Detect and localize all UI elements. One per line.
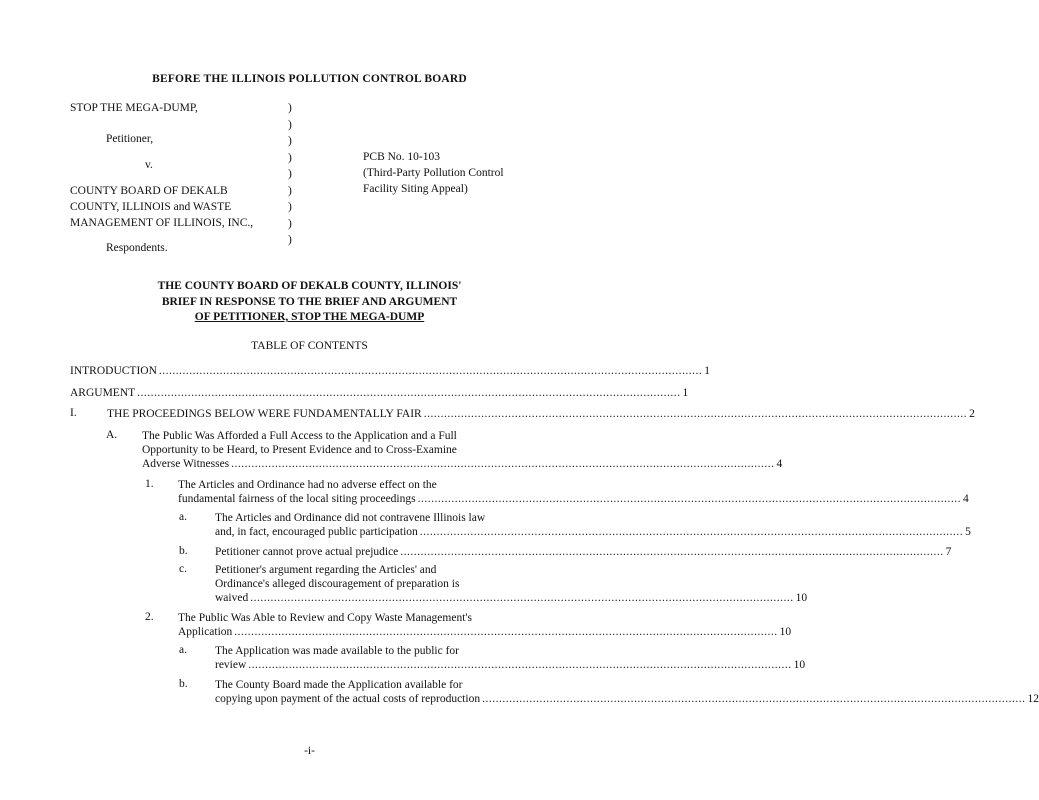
- toc-label: 2.: [145, 611, 154, 623]
- paren: ): [288, 217, 292, 230]
- toc-label: b.: [179, 678, 188, 690]
- toc-label: I.: [70, 407, 77, 419]
- toc-entry-text: fundamental fairness of the local siting proceedings: [178, 493, 416, 505]
- paren: ): [288, 102, 292, 114]
- toc-entry-text: copying upon payment of the actual costs of reproduction: [215, 693, 481, 705]
- toc-label: a.: [179, 511, 187, 523]
- toc-entry-line: Petitioner's argument regarding the Articles' and: [215, 564, 437, 576]
- case-type-line-1: (Third-Party Pollution Control: [363, 167, 504, 179]
- toc-heading: TABLE OF CONTENTS: [251, 340, 368, 352]
- toc-entry-text: Petitioner cannot prove actual prejudice: [215, 546, 399, 558]
- toc-entry-section-1a1b[interactable]: Petitioner cannot prove actual prejudice ................................................................................................................................................................. 7: [215, 546, 952, 558]
- respondent-line-3: MANAGEMENT OF ILLINOIS, INC.,: [70, 217, 254, 229]
- versus: v.: [145, 159, 153, 171]
- toc-entry-section-1a1a[interactable]: and, in fact, encouraged public participation ................................................................................................................................................................. 5: [215, 526, 971, 538]
- toc-label: a.: [179, 644, 187, 656]
- toc-entry-section-1a1c[interactable]: waived ................................................................................................................................................................. 10: [215, 592, 808, 604]
- toc-label: c.: [179, 563, 187, 575]
- page-number: -i-: [304, 745, 315, 757]
- respondent-line-1: COUNTY BOARD OF DEKALB: [70, 185, 228, 197]
- toc-label: b.: [179, 545, 188, 557]
- court-heading: BEFORE THE ILLINOIS POLLUTION CONTROL BOARD: [152, 73, 467, 85]
- toc-entry-introduction[interactable]: INTRODUCTION ................................................................................................................................................................. 1: [70, 365, 711, 377]
- toc-page-number: 1: [704, 365, 711, 377]
- toc-entry-line: The Articles and Ordinance had no adverse effect on the: [178, 479, 437, 491]
- toc-entry-argument[interactable]: ARGUMENT ................................................................................................................................................................. 1: [70, 387, 689, 399]
- toc-entry-line: The Public Was Afforded a Full Access to the Application and a Full: [142, 430, 457, 442]
- toc-page-number: 5: [965, 526, 971, 538]
- toc-page-number: 2: [969, 408, 975, 420]
- toc-page-number: 10: [779, 626, 792, 638]
- toc-page-number: 10: [793, 659, 806, 671]
- case-number: PCB No. 10-103: [363, 151, 440, 163]
- toc-entry-section-1a2b[interactable]: copying upon payment of the actual costs of reproduction ................................................................................................................................................................. 12: [215, 693, 1039, 705]
- toc-entry-text: and, in fact, encouraged public participation: [215, 526, 418, 538]
- toc-entry-text: INTRODUCTION: [70, 365, 157, 377]
- toc-entry-section-1[interactable]: THE PROCEEDINGS BELOW WERE FUNDAMENTALLY FAIR ................................................................................................................................................................. 2: [107, 408, 975, 420]
- paren: ): [288, 201, 292, 213]
- toc-page-number: 7: [945, 546, 952, 558]
- toc-page-number: 1: [682, 387, 689, 399]
- case-type-line-2: Facility Siting Appeal): [363, 183, 468, 195]
- toc-page-number: 4: [962, 493, 969, 505]
- toc-entry-section-1a1[interactable]: fundamental fairness of the local siting proceedings ................................................................................................................................................................. 4: [178, 493, 969, 505]
- toc-label: 1.: [145, 478, 154, 490]
- toc-entry-text: Application: [178, 626, 233, 638]
- toc-entry-section-1a2a[interactable]: review ................................................................................................................................................................. 10: [215, 659, 806, 671]
- toc-entry-line: The County Board made the Application available for: [215, 679, 463, 691]
- respondent-role: Respondents.: [106, 242, 168, 254]
- paren: ): [288, 151, 292, 164]
- toc-entry-text: THE PROCEEDINGS BELOW WERE FUNDAMENTALLY FAIR: [107, 408, 422, 420]
- petitioner-role: Petitioner,: [106, 133, 154, 145]
- toc-entry-text: ARGUMENT: [70, 387, 136, 399]
- toc-entry-text: Adverse Witnesses: [142, 458, 230, 470]
- paren: ): [288, 234, 292, 246]
- brief-title-line-1: THE COUNTY BOARD OF DEKALB COUNTY, ILLINOIS': [157, 280, 462, 292]
- petitioner-name: STOP THE MEGA-DUMP,: [70, 102, 198, 114]
- paren: ): [288, 168, 292, 180]
- toc-entry-text: review: [215, 659, 247, 671]
- toc-page-number: 4: [776, 458, 783, 470]
- paren: ): [288, 118, 292, 131]
- toc-label: A.: [106, 429, 118, 441]
- toc-entry-section-1a[interactable]: Adverse Witnesses ................................................................................................................................................................. 4: [142, 458, 783, 470]
- toc-entry-line: The Public Was Able to Review and Copy Waste Management's: [178, 612, 472, 624]
- toc-entry-line: The Application was made available to the public for: [215, 645, 459, 657]
- brief-title-line-2: BRIEF IN RESPONSE TO THE BRIEF AND ARGUMENT: [161, 296, 458, 308]
- respondent-line-2: COUNTY, ILLINOIS and WASTE: [70, 201, 232, 213]
- toc-page-number: 12: [1027, 693, 1039, 705]
- toc-entry-line: Ordinance's alleged discouragement of preparation is: [215, 578, 460, 590]
- caption-parens: [288, 100, 292, 249]
- paren: ): [288, 184, 292, 197]
- brief-title-line-3: OF PETITIONER, STOP THE MEGA-DUMP: [194, 311, 425, 323]
- toc-entry-line: Opportunity to be Heard, to Present Evidence and to Cross-Examine: [142, 444, 457, 456]
- toc-entry-line: The Articles and Ordinance did not contravene Illinois law: [215, 512, 486, 524]
- paren: ): [288, 135, 292, 147]
- toc-page-number: 10: [795, 592, 808, 604]
- toc-entry-section-1a2[interactable]: Application ................................................................................................................................................................. 10: [178, 626, 792, 638]
- toc-entry-text: waived: [215, 592, 249, 604]
